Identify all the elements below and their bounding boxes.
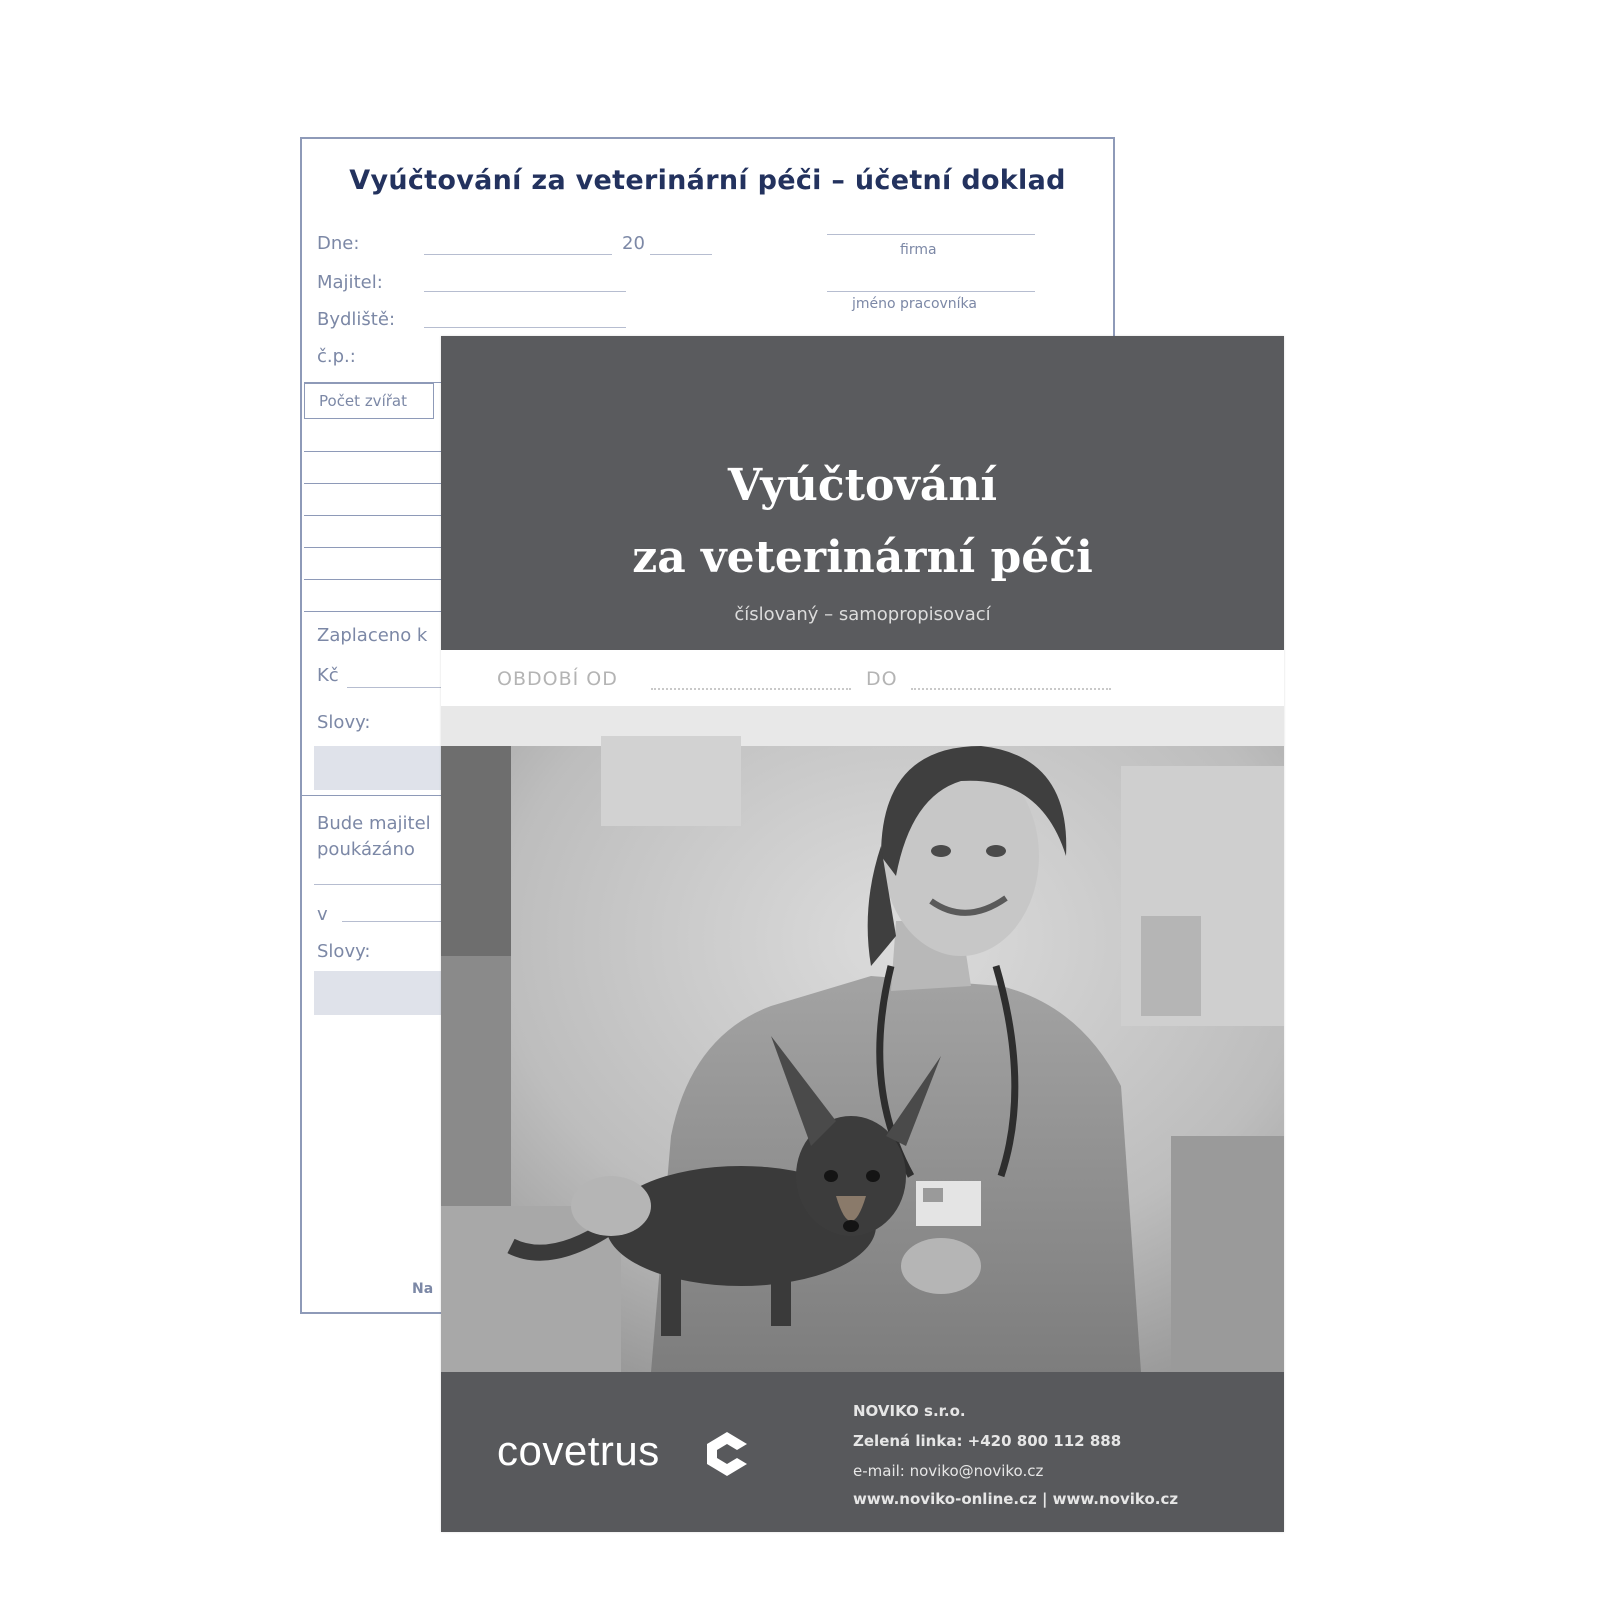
form-title: Vyúčtování za veterinární péči – účetní doklad <box>349 165 1066 196</box>
v-label: v <box>317 904 328 925</box>
period-to-label: DO <box>866 668 898 690</box>
section-divider <box>302 795 452 796</box>
table-row <box>304 515 454 516</box>
table-row <box>304 579 454 580</box>
currency-line <box>347 687 447 688</box>
worker-line <box>827 291 1035 292</box>
period-to-line <box>911 688 1111 690</box>
words-label-1: Slovy: <box>317 712 371 733</box>
owner-line <box>424 291 626 292</box>
owner-note: Bude majitel poukázáno <box>317 813 431 860</box>
email: e-mail: noviko@noviko.cz <box>853 1462 1044 1480</box>
website: www.noviko-online.cz | www.noviko.cz <box>853 1490 1179 1508</box>
bottom-fragment: Na <box>412 1281 434 1297</box>
company-name: NOVIKO s.r.o. <box>853 1402 966 1420</box>
cover-title-line-2: za veterinární péči <box>632 532 1093 583</box>
period-from-line <box>651 688 851 690</box>
owner-label: Majitel: <box>317 272 383 293</box>
number-label: č.p.: <box>317 346 356 367</box>
address-label: Bydliště: <box>317 309 396 330</box>
words-shade-2 <box>314 971 454 1015</box>
table-row <box>304 451 454 452</box>
brand-logo-text: covetrus <box>497 1427 660 1474</box>
hotline: Zelená linka: +420 800 112 888 <box>853 1432 1122 1450</box>
cover-sheet <box>441 336 1284 1532</box>
covetrus-logo-icon <box>703 1430 751 1478</box>
cover-subtitle: číslovaný – samopropisovací <box>734 604 991 625</box>
words-label-2: Slovy: <box>317 941 371 962</box>
cover-title-line-1: Vyúčtování <box>727 460 998 511</box>
cover-title <box>441 450 1284 594</box>
currency-label: Kč <box>317 665 339 686</box>
paid-label: Zaplaceno k <box>317 625 428 646</box>
table-row <box>304 547 454 548</box>
words-shade-1 <box>314 746 454 790</box>
cover-header <box>441 336 1284 650</box>
table-row <box>304 483 454 484</box>
date-line <box>424 254 612 255</box>
year-prefix: 20 <box>622 233 645 254</box>
period-from-label: OBDOBÍ OD <box>497 668 618 690</box>
cover-footer <box>441 1372 1284 1532</box>
owner-note-line <box>314 884 454 885</box>
vet-with-dog-photo <box>441 706 1284 1372</box>
table-header: Počet zvířat <box>304 383 434 419</box>
firm-caption: firma <box>900 242 937 258</box>
address-line <box>424 327 626 328</box>
worker-caption: jméno pracovníka <box>852 296 978 312</box>
year-line <box>650 254 712 255</box>
firm-line <box>827 234 1035 235</box>
table-row <box>304 611 454 612</box>
period-row <box>441 650 1284 706</box>
date-label: Dne: <box>317 233 360 254</box>
v-line <box>342 921 452 922</box>
